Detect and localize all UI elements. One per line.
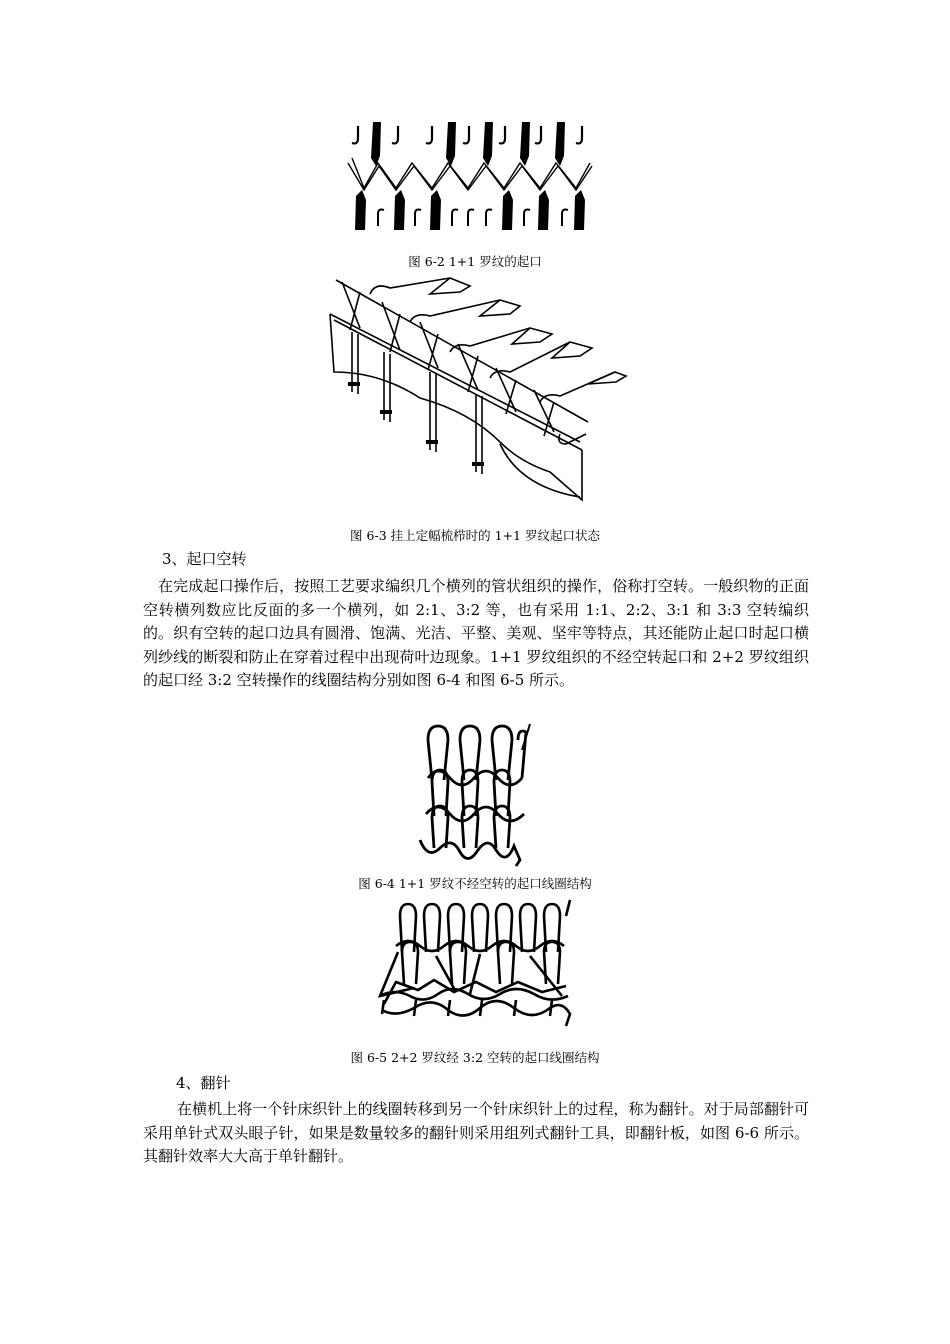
figure-6-5-image: [374, 896, 584, 1034]
figure-6-3-caption: 图 6-3 挂上定幅梳栉时的 1+1 罗纹起口状态: [350, 528, 600, 543]
section-3-heading: 3、起口空转: [162, 550, 247, 568]
figure-6-2-image: [342, 118, 602, 236]
figure-6-2-caption: 图 6-2 1+1 罗纹的起口: [408, 254, 542, 269]
figure-6-4-image: [410, 720, 540, 870]
figure-6-4-caption: 图 6-4 1+1 罗纹不经空转的起口线圈结构: [358, 876, 592, 891]
section-4-heading: 4、翻针: [176, 1074, 231, 1092]
figure-6-3-image: [320, 272, 630, 522]
section-4-paragraph: 在横机上将一个针床织针上的线圈转移到另一个针床织针上的过程，称为翻针。对于局部翻针可采用单针式双头眼子针，如果是数量较多的翻针则采用组列式翻针工具，即翻针板，如图 6-6 所示。其翻针效率大大高于单针翻针。: [143, 1100, 809, 1165]
figure-6-5-caption: 图 6-5 2+2 罗纹经 3:2 空转的起口线圈结构: [350, 1050, 600, 1065]
section-3-paragraph: 在完成起口操作后，按照工艺要求编织几个横列的管状组织的操作，俗称打空转。一般织物的正面空转横列数应比反面的多一个横列，如 2:1、3:2 等，也有采用 1:1、2:2、3:1 和 3:3 空转编织的。织有空转的起口边具有圆滑、饱满、光洁、平整、美观、坚牢等特点，其还能防止起口时起口横列纱线的断裂和防止在穿着过程中出现荷叶边现象。1+1 罗纹组织的不经空转起口和 2+2 罗纹组织的起口经 3:2 空转操作的线圈结构分别如图 6-4 和图 6-5 所示。: [143, 577, 809, 689]
